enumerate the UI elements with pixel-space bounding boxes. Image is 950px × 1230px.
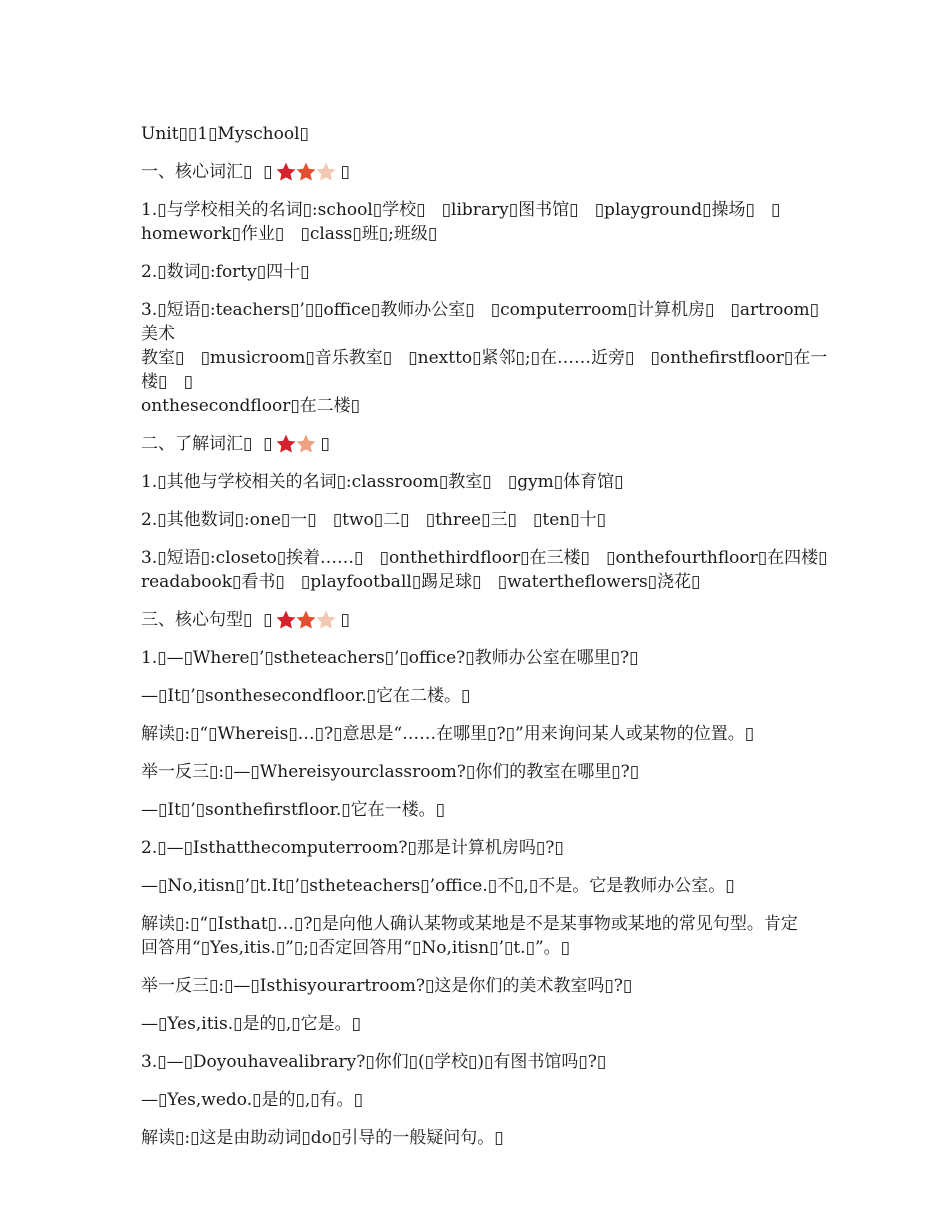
section-heading-tail: ▯: [340, 162, 350, 182]
document-page: [141, 118, 831, 1150]
rating-stars: [275, 433, 315, 455]
sentence-line: 解读▯:▯这是由助动词▯do▯引导的一般疑问句。▯: [141, 1128, 504, 1148]
core-vocab-item: 3.▯短语▯:teachers▯’▯▯office▯教师办公室▯ ▯computerroom▯计算机房▯ ▯artroom▯美术 教室▯ ▯musicroom▯音乐教室▯ ▯nextto▯紧邻▯;▯在……近旁▯ ▯onthefirstfloor▯在一楼▯ ▯ onthesecondfloor▯在二楼▯: [141, 300, 828, 416]
doc-title: Unit▯▯1▯Myschool▯: [141, 124, 309, 144]
section-heading-extra-vocab: [141, 432, 831, 456]
sentence-line: —▯It▯’▯sonthesecondfloor.▯它在二楼。▯: [141, 686, 471, 706]
sentence-line: 解读▯:▯“▯Isthat▯…▯?▯是向他人确认某物或某地是不是某事物或某地的常见句型。肯定 回答用“▯Yes,itis.▯”▯;▯否定回答用“▯No,itisn▯’▯t.▯”。▯: [141, 914, 798, 958]
section-heading-sentences: [141, 608, 831, 632]
star-icon: [315, 161, 337, 183]
sentence-line: —▯No,itisn▯’▯t.It▯’▯stheteachers▯’office.▯不▯,▯不是。它是教师办公室。▯: [141, 876, 735, 896]
section-heading-text: 二、了解词汇▯ ▯: [141, 434, 273, 454]
star-icon: [295, 161, 317, 183]
extra-vocab-item: 3.▯短语▯:closeto▯挨着……▯ ▯onthethirdfloor▯在三楼▯ ▯onthefourthfloor▯在四楼▯ readabook▯看书▯ ▯playfootball▯踢足球▯ ▯watertheflowers▯浇花▯: [141, 548, 828, 592]
sentence-line: —▯It▯’▯sonthefirstfloor.▯它在一楼。▯: [141, 800, 445, 820]
section-heading-core-vocab: [141, 160, 831, 184]
sentence-line: 解读▯:▯“▯Whereis▯…▯?▯意思是“……在哪里▯?▯”用来询问某人或某物的位置。▯: [141, 724, 755, 744]
extra-vocab-item: 1.▯其他与学校相关的名词▯:classroom▯教室▯ ▯gym▯体育馆▯: [141, 472, 624, 492]
sentence-line: 3.▯—▯Doyouhavealibrary?▯你们▯(▯学校▯)▯有图书馆吗▯?▯: [141, 1052, 607, 1072]
star-icon: [275, 609, 297, 631]
section-heading-text: 一、核心词汇▯ ▯: [141, 162, 273, 182]
sentence-line: —▯Yes,wedo.▯是的▯,▯有。▯: [141, 1090, 363, 1110]
sentence-line: 2.▯—▯Isthatthecomputerroom?▯那是计算机房吗▯?▯: [141, 838, 564, 858]
core-vocab-item: 2.▯数词▯:forty▯四十▯: [141, 262, 310, 282]
rating-stars: [275, 609, 335, 631]
sentence-line: 举一反三▯:▯—▯Whereisyourclassroom?▯你们的教室在哪里▯?▯: [141, 762, 640, 782]
star-icon: [275, 433, 297, 455]
section-heading-text: 三、核心句型▯ ▯: [141, 610, 273, 630]
sentence-line: 1.▯—▯Where▯’▯stheteachers▯’▯office?▯教师办公室在哪里▯?▯: [141, 648, 639, 668]
star-icon: [295, 433, 317, 455]
core-vocab-item: 1.▯与学校相关的名词▯:school▯学校▯ ▯library▯图书馆▯ ▯playground▯操场▯ ▯ homework▯作业▯ ▯class▯班▯;班级▯: [141, 200, 781, 244]
section-heading-tail: ▯: [320, 434, 330, 454]
star-icon: [315, 609, 337, 631]
sentence-line: —▯Yes,itis.▯是的▯,▯它是。▯: [141, 1014, 361, 1034]
star-icon: [275, 161, 297, 183]
star-icon: [295, 609, 317, 631]
sentence-line: 举一反三▯:▯—▯Isthisyourartroom?▯这是你们的美术教室吗▯?▯: [141, 976, 633, 996]
extra-vocab-item: 2.▯其他数词▯:one▯一▯ ▯two▯二▯ ▯three▯三▯ ▯ten▯十▯: [141, 510, 606, 530]
rating-stars: [275, 161, 335, 183]
section-heading-tail: ▯: [340, 610, 350, 630]
